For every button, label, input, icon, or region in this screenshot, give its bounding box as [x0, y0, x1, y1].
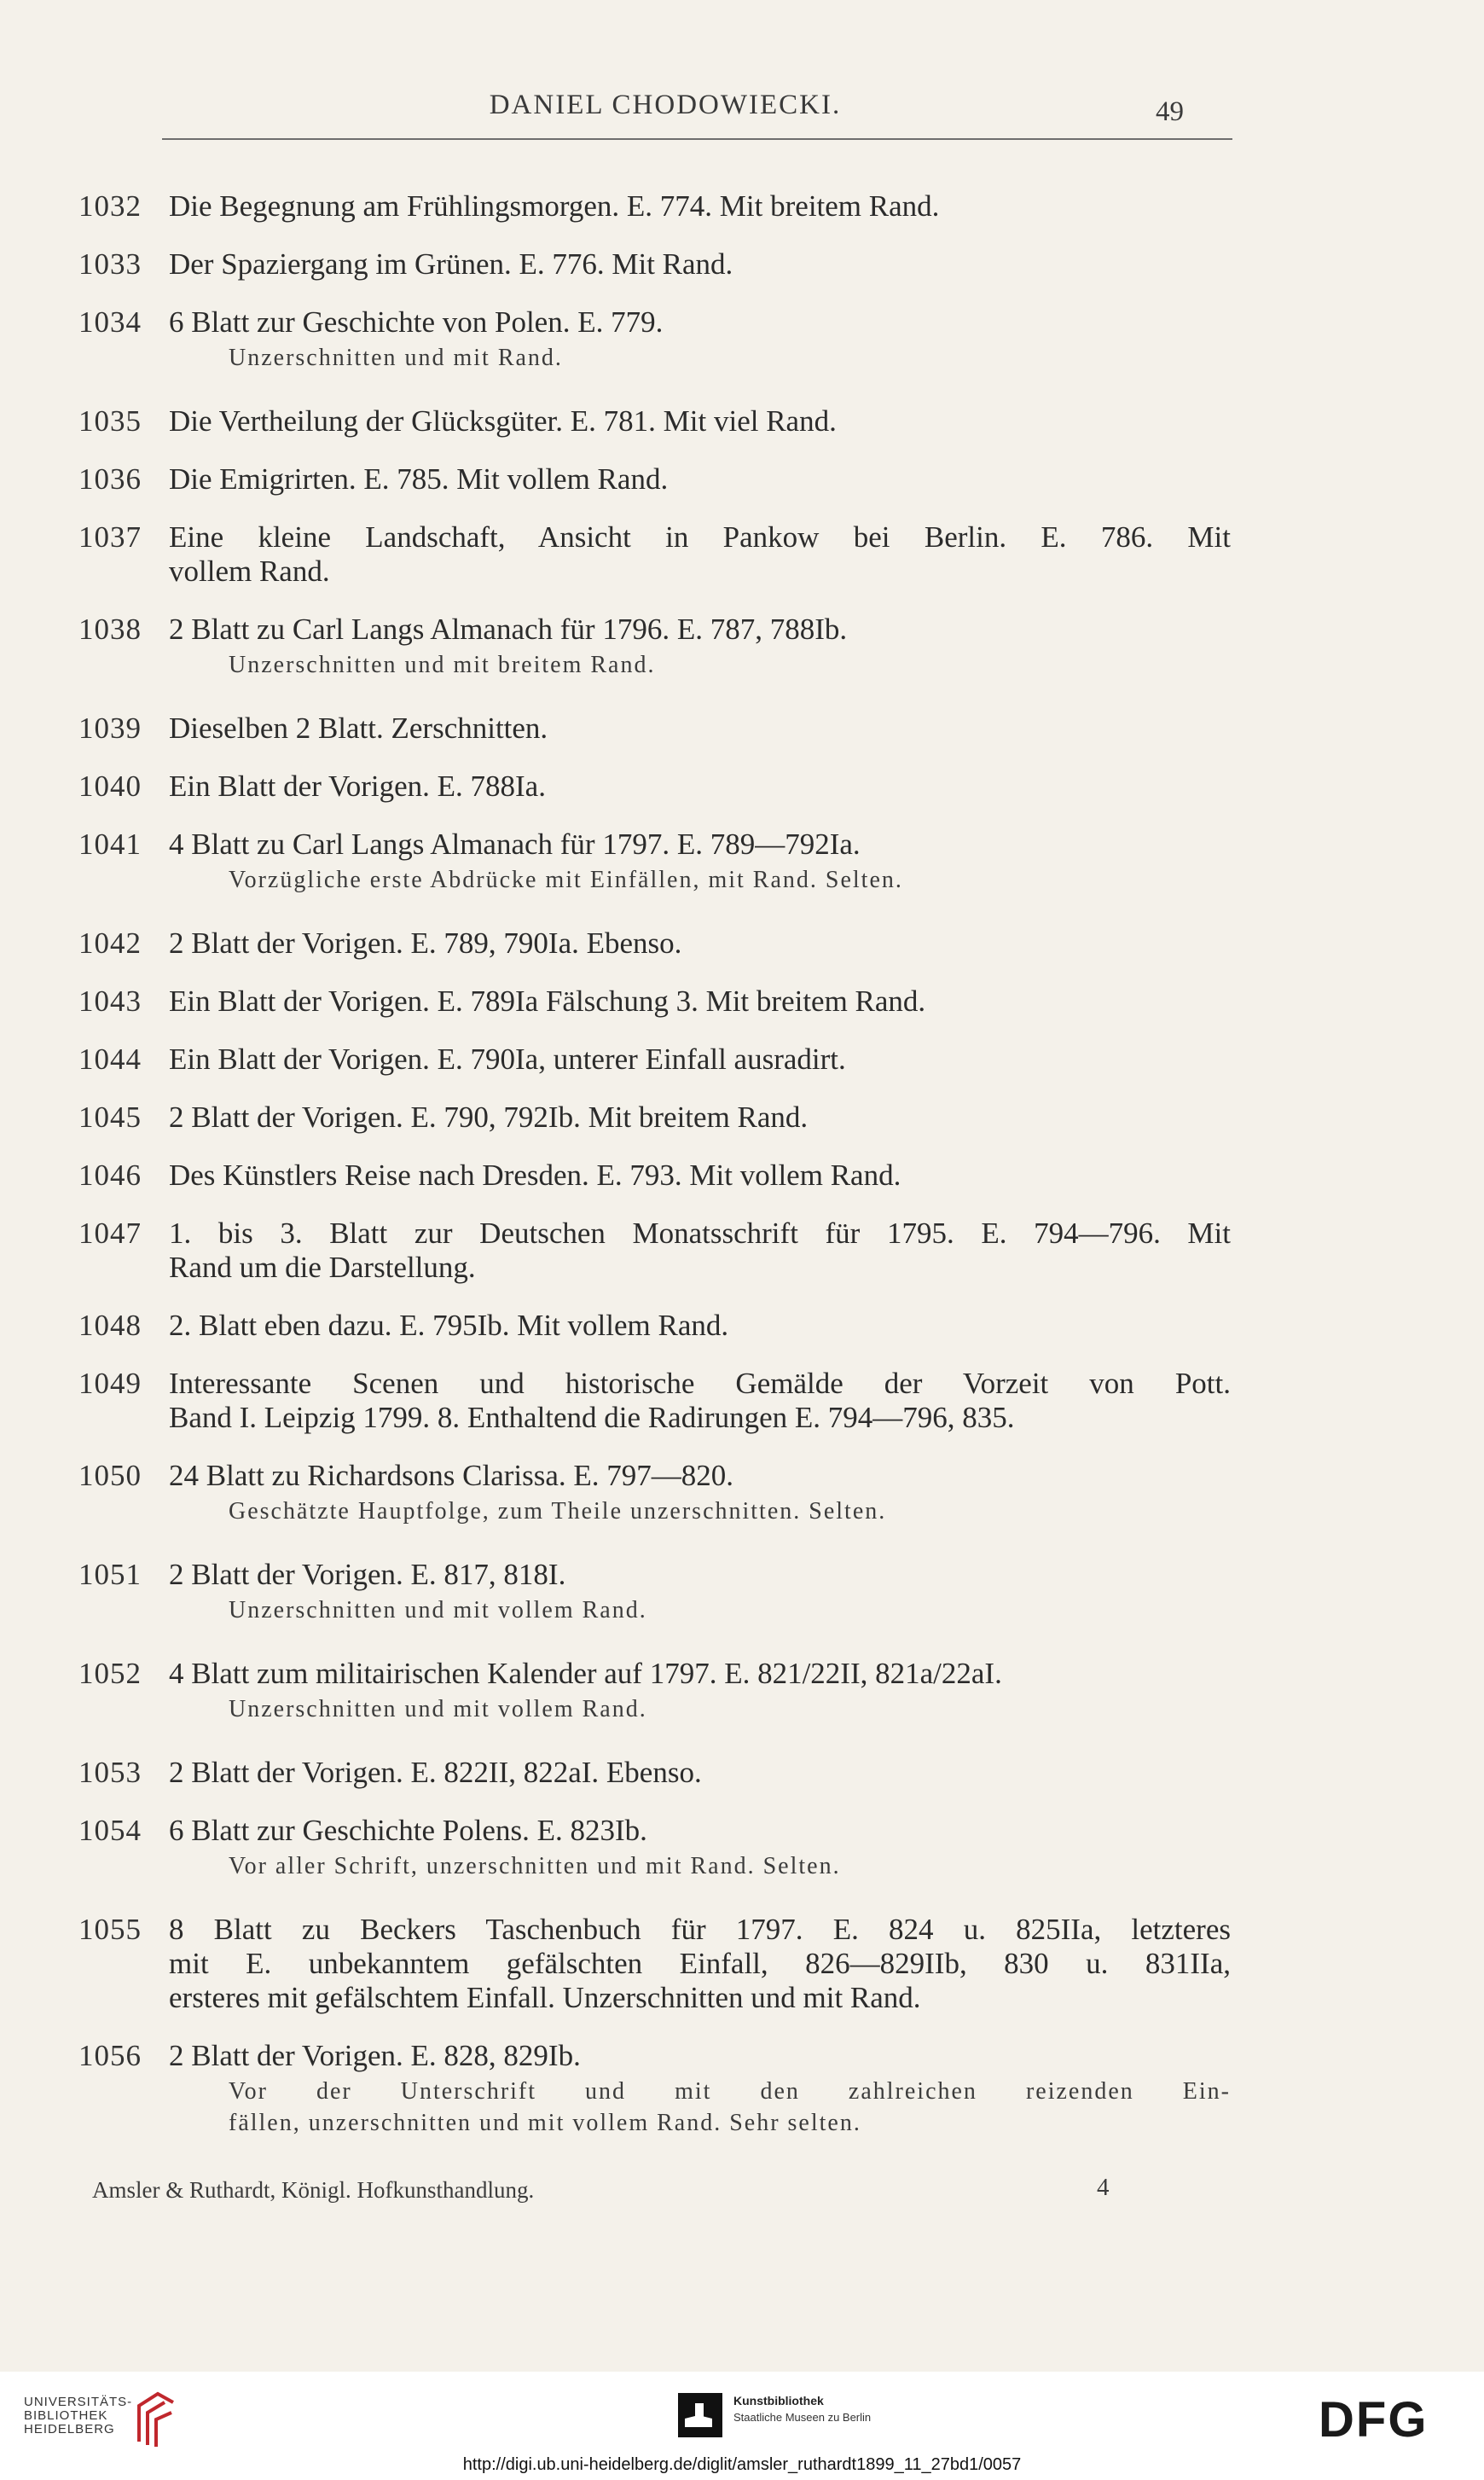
entry-description: 2 Blatt zu Carl Langs Almanach für 1796. E. 787, 788Ib. [169, 613, 848, 646]
signature-mark: 4 [1097, 2174, 1110, 2201]
entry-description: Die Emigrirten. E. 785. Mit vollem Rand. [169, 462, 669, 496]
entry-description: 6 Blatt zur Geschichte von Polen. E. 779. [169, 305, 664, 339]
entry-description: 8 Blatt zu Beckers Taschenbuch für 1797. E. 824 u. 825IIa, letzteres [169, 1913, 1231, 1946]
entry-description: Rand um die Darstellung. [169, 1251, 476, 1284]
entry-description: Des Künstlers Reise nach Dresden. E. 793. Mit vollem Rand. [169, 1159, 901, 1192]
lot-number: 1054 [78, 1814, 142, 1847]
lot-number: 1035 [78, 404, 142, 438]
entry-description: Ein Blatt der Vorigen. E. 790Ia, unterer Einfall ausradirt. [169, 1043, 846, 1076]
lot-number: 1046 [78, 1159, 142, 1192]
kunstbibliothek-label [733, 2394, 871, 2424]
publisher-imprint: Amsler & Ruthardt, Königl. Hofkunsthandlung. [92, 2177, 535, 2203]
entry-description: Die Vertheilung der Glücksgüter. E. 781. Mit viel Rand. [169, 404, 837, 438]
entry-note: Vorzügliche erste Abdrücke mit Einfällen, mit Rand. Selten. [229, 867, 903, 893]
uni-logo-line: UNIVERSITÄTS- [24, 2395, 133, 2409]
lot-number: 1033 [78, 247, 142, 281]
source-url-link[interactable]: http://digi.ub.uni-heidelberg.de/diglit/amsler_ruthardt1899_11_27bd1/0057 [462, 2455, 1022, 2474]
entry-description: 2. Blatt eben dazu. E. 795Ib. Mit vollem Rand. [169, 1309, 729, 1342]
uni-logo-line: BIBLIOTHEK [24, 2408, 108, 2423]
lot-number: 1051 [78, 1558, 142, 1591]
running-title: DANIEL CHODOWIECKI. [489, 90, 842, 120]
lot-number: 1050 [78, 1459, 142, 1492]
entry-note: Geschätzte Hauptfolge, zum Theile unzerschnitten. Selten. [229, 1498, 887, 1525]
lot-number: 1032 [78, 189, 142, 223]
lot-number: 1049 [78, 1367, 142, 1400]
entry-description: mit E. unbekanntem gefälschten Einfall, 826—829IIb, 830 u. 831IIa, [169, 1947, 1231, 1980]
entry-description: Interessante Scenen und historische Gemälde der Vorzeit von Pott. [169, 1367, 1231, 1400]
lot-number: 1044 [78, 1043, 142, 1076]
dfg-logo: DFG [1319, 2392, 1429, 2448]
entry-description: 2 Blatt der Vorigen. E. 817, 818I. [169, 1558, 566, 1591]
entry-note: Vor der Unterschrift und mit den zahlreichen reizenden Ein- [229, 2078, 1231, 2105]
lot-number: 1034 [78, 305, 142, 339]
entry-note: Unzerschnitten und mit breitem Rand. [229, 652, 656, 678]
university-seal-icon [132, 2390, 179, 2450]
lot-number: 1038 [78, 613, 142, 646]
lot-number: 1048 [78, 1309, 142, 1342]
kunstbibliothek-name: Kunstbibliothek [733, 2394, 824, 2407]
entry-description: 2 Blatt der Vorigen. E. 790, 792Ib. Mit breitem Rand. [169, 1101, 809, 1134]
lot-number: 1052 [78, 1657, 142, 1690]
lot-number: 1043 [78, 984, 142, 1018]
entry-description: 4 Blatt zum militairischen Kalender auf 1797. E. 821/22II, 821a/22aI. [169, 1657, 1002, 1690]
uni-logo-line: HEIDELBERG [24, 2422, 115, 2436]
entry-note: Unzerschnitten und mit Rand. [229, 345, 563, 371]
entry-description: Ein Blatt der Vorigen. E. 788Ia. [169, 770, 546, 803]
entry-note: Unzerschnitten und mit vollem Rand. [229, 1597, 647, 1623]
lot-number: 1039 [78, 711, 142, 745]
entry-description: Die Begegnung am Frühlingsmorgen. E. 774. Mit breitem Rand. [169, 189, 940, 223]
lot-number: 1045 [78, 1101, 142, 1134]
lot-number: 1042 [78, 926, 142, 960]
lot-number: 1037 [78, 520, 142, 554]
entry-description: 1. bis 3. Blatt zur Deutschen Monatsschrift für 1795. E. 794—796. Mit [169, 1217, 1231, 1250]
lot-number: 1047 [78, 1217, 142, 1250]
entry-note: Vor aller Schrift, unzerschnitten und mit Rand. Selten. [229, 1853, 841, 1879]
entry-description: Ein Blatt der Vorigen. E. 789Ia Fälschung 3. Mit breitem Rand. [169, 984, 926, 1018]
lot-number: 1056 [78, 2039, 142, 2072]
kunstbibliothek-subtitle: Staatliche Museen zu Berlin [733, 2411, 872, 2424]
page-number: 49 [1156, 96, 1184, 127]
entry-description: ersteres mit gefälschtem Einfall. Unzerschnitten und mit Rand. [169, 1981, 921, 2014]
entry-description: 2 Blatt der Vorigen. E. 828, 829Ib. [169, 2039, 581, 2072]
university-library-logo [24, 2396, 132, 2436]
lot-number: 1036 [78, 462, 142, 496]
kunstbibliothek-logo-icon [678, 2393, 722, 2437]
entry-description: 2 Blatt der Vorigen. E. 822II, 822aI. Ebenso. [169, 1756, 702, 1789]
lot-number: 1053 [78, 1756, 142, 1789]
entry-description: Eine kleine Landschaft, Ansicht in Pankow bei Berlin. E. 786. Mit [169, 520, 1231, 554]
entry-note: fällen, unzerschnitten und mit vollem Rand. Sehr selten. [229, 2110, 861, 2136]
lot-number: 1040 [78, 770, 142, 803]
lot-number: 1041 [78, 828, 142, 861]
entry-description: 24 Blatt zu Richardsons Clarissa. E. 797—820. [169, 1459, 734, 1492]
entry-note: Unzerschnitten und mit vollem Rand. [229, 1696, 647, 1722]
entry-description: Dieselben 2 Blatt. Zerschnitten. [169, 711, 548, 745]
entry-description: Band I. Leipzig 1799. 8. Enthaltend die Radirungen E. 794—796, 835. [169, 1401, 1015, 1434]
entry-description: vollem Rand. [169, 555, 330, 588]
entry-description: Der Spaziergang im Grünen. E. 776. Mit Rand. [169, 247, 733, 281]
entry-description: 6 Blatt zur Geschichte Polens. E. 823Ib. [169, 1814, 647, 1847]
entry-description: 2 Blatt der Vorigen. E. 789, 790Ia. Ebenso. [169, 926, 682, 960]
entry-description: 4 Blatt zu Carl Langs Almanach für 1797. E. 789—792Ia. [169, 828, 861, 861]
lot-number: 1055 [78, 1913, 142, 1946]
